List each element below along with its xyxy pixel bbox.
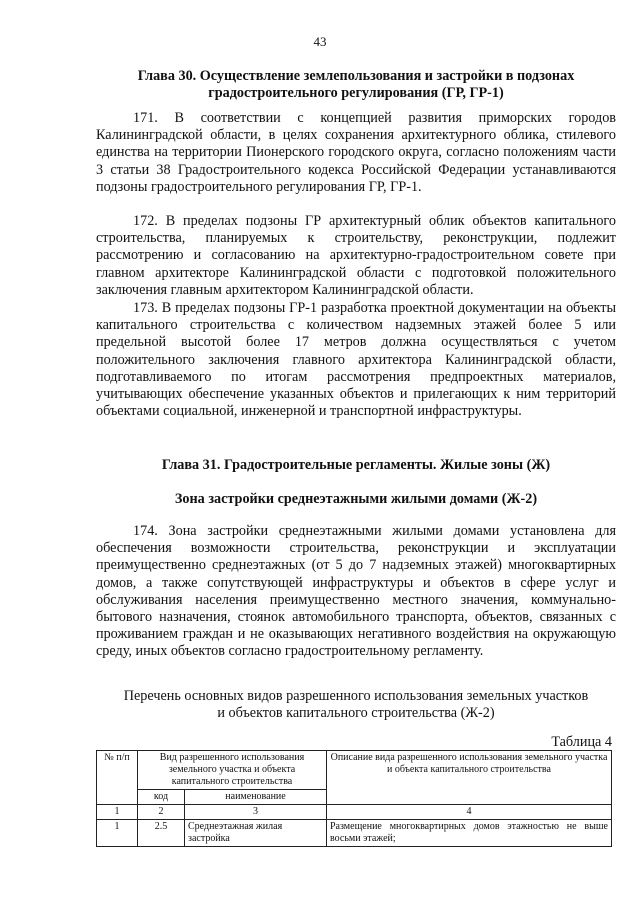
paragraph-173: 173. В пределах подзоны ГР-1 разработка проектной документации на объекты капитального строительства с количеством надземных этажей более 5 или предельной высотой более 17 метров должна осуществляться с учетом положительного заключения главного архитектора Калининградской области, подготавливаемого по итогам рассмотрения предпроектных материалов, учитывающих обеспечение указанных объектов и прилегающих к ним территорий объектами социальной, инженерной и транспортной инфраструктуры. <box>96 300 616 420</box>
header-description: Описание вида разрешенного использования земельного участка и объекта капитального строительства <box>327 751 612 805</box>
list-caption <box>96 688 616 722</box>
header-name: наименование <box>185 790 327 805</box>
paragraph-171: 171. В соответствии с концепцией развития приморских городов Калининградской области, в целях сохранения архитектурного облика, стилевого единства на территории Пионерского городского округа, согласно положениям части 3 статьи 38 Градостроительного кодекса Российской Федерации устанавливаются подзоны градостроительного регулирования ГР, ГР-1. <box>96 110 616 195</box>
list-caption-line-1: Перечень основных видов разрешенного использования земельных участков <box>123 688 589 704</box>
row-num: 1 <box>97 820 138 847</box>
row-description: Размещение многоквартирных домов этажностью не выше восьми этажей; <box>327 820 612 847</box>
table-header-row <box>97 751 612 790</box>
index-cell-4: 4 <box>327 805 612 820</box>
chapter-30-title-line-2: градостроительного регулирования (ГР, ГР-1) <box>208 85 504 101</box>
paragraph-172: 172. В пределах подзоны ГР архитектурный облик объектов капитального строительства, планируемых к строительству, реконструкции, подлежит рассмотрению и согласованию на архитектурно-градостроительном совете при главном архитекторе Калининградской области с подготовкой положительного заключения главным архитектором Калининградской области. <box>96 213 616 298</box>
index-cell-3: 3 <box>185 805 327 820</box>
header-kind: Вид разрешенного использования земельного участка и объекта капитального строительства <box>138 751 327 790</box>
table-row <box>97 820 612 847</box>
table-label: Таблица 4 <box>551 734 612 750</box>
chapter-31-heading: Глава 31. Градостроительные регламенты. Жилые зоны (Ж) <box>161 457 551 473</box>
zone-heading: Зона застройки среднеэтажными жилыми домами (Ж-2) <box>174 491 538 507</box>
list-caption-line-2: и объектов капитального строительства (Ж-2) <box>217 705 495 721</box>
header-code: код <box>138 790 185 805</box>
row-name: Среднеэтажная жилая застройка <box>185 820 327 847</box>
index-cell-1: 1 <box>97 805 138 820</box>
chapter-30-title-line-1: Глава 30. Осуществление землепользования и застройки в подзонах <box>137 68 575 84</box>
header-num: № п/п <box>97 751 138 805</box>
permitted-use-table <box>96 750 612 847</box>
index-cell-2: 2 <box>138 805 185 820</box>
row-code: 2.5 <box>138 820 185 847</box>
table-index-row <box>97 805 612 820</box>
page-number: 43 <box>313 34 327 49</box>
paragraph-174: 174. Зона застройки среднеэтажными жилыми домами установлена для обеспечения возможности строительства, реконструкции и эксплуатации преимущественно среднеэтажных (от 5 до 7 надземных этажей) многоквартирных домов, а также сопутствующей инфраструктуры и объектов в сфере услуг и обслуживания населения преимущественно местного значения, коммунально-бытового назначения, стоянок автомобильного транспорта, объектов, связанных с проживанием граждан и не оказывающих негативного воздействия на окружающую среду, иных объектов согласно градостроительному регламенту. <box>96 523 616 660</box>
chapter-30-heading <box>96 68 616 102</box>
